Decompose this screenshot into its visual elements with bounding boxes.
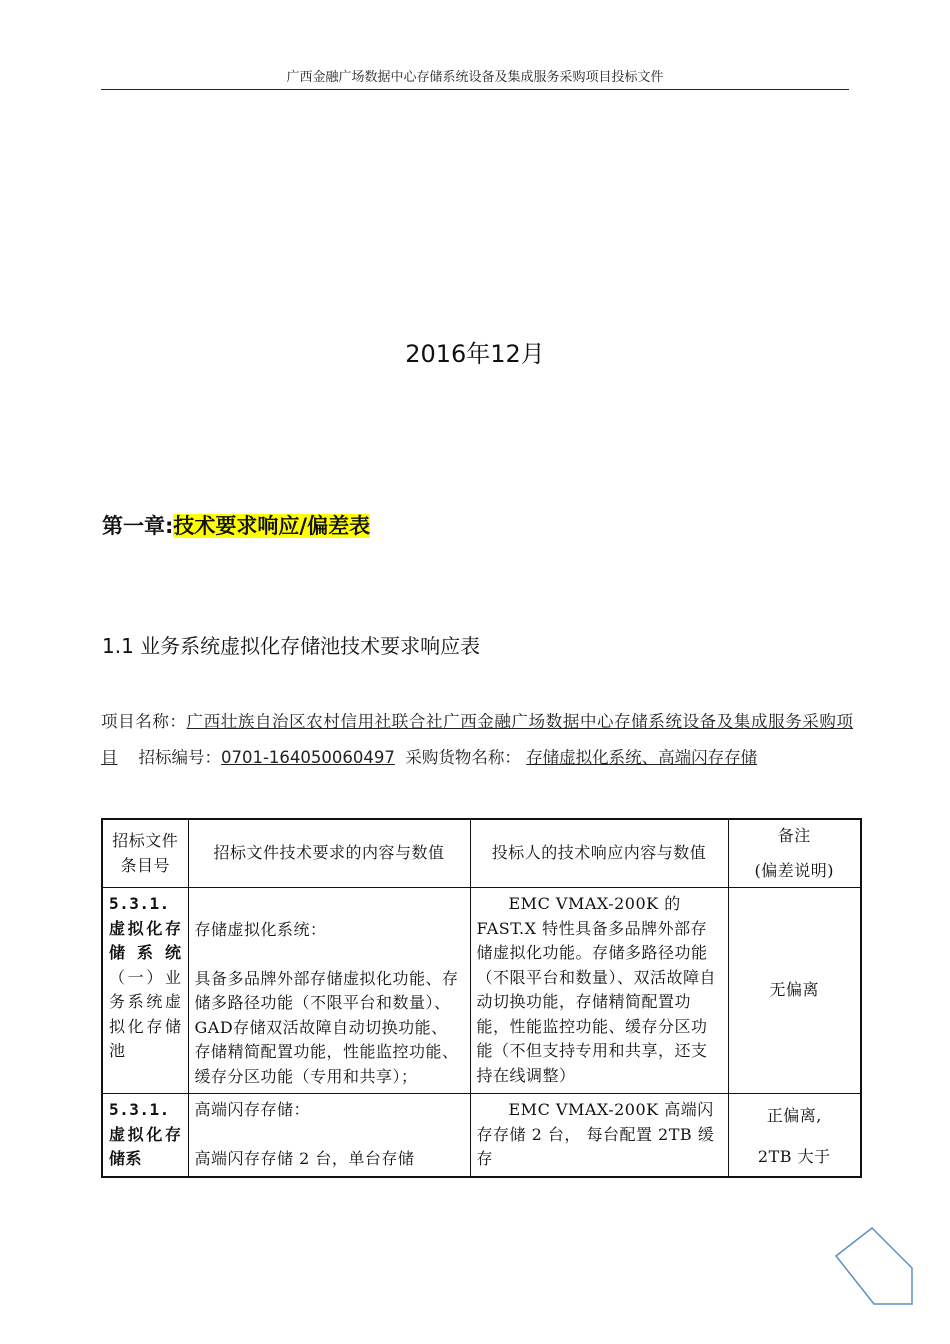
row-requirement <box>188 1094 470 1177</box>
page-header: 广西金融广场数据中心存储系统设备及集成服务采购项目投标文件 <box>101 66 849 90</box>
section-heading: 1.1 业务系统虚拟化存储池技术要求响应表 <box>102 634 481 658</box>
document-date: 2016年12月 <box>405 340 545 368</box>
table-row <box>102 888 861 1094</box>
row-note: 无偏离 <box>728 888 861 1094</box>
header-requirement: 招标文件技术要求的内容与数值 <box>188 819 470 888</box>
row-item-rest: （一）业务系统虚拟化存储池 <box>109 967 182 1060</box>
row-item-bold: 5.3.1.虚拟化存储系统 <box>109 894 182 962</box>
response-table <box>101 818 862 1178</box>
project-goods-label: 采购货物名称： <box>405 748 521 767</box>
chapter-prefix: 第一章: <box>102 514 174 538</box>
header-note-label: 备注 <box>777 826 811 845</box>
row-req-body: 高端闪存存储 2 台，单台存储 <box>194 1148 415 1168</box>
row-req-title: 存储虚拟化系统： <box>194 920 327 939</box>
project-name-value: 广西壮族自治区农村信用社联合社广西金融广场数据中心存储系统设备及集成服务采购项目 <box>101 712 854 767</box>
row-response: EMC VMAX-200K 高端闪存存储 2 台， 每台配置 2TB 缓存 <box>470 1094 728 1177</box>
row-item-bold: 5.3.1.虚拟化存储系 <box>109 1100 182 1168</box>
chapter-title: 技术要求响应/偏差表 <box>173 514 371 538</box>
row-req-body: 具备多品牌外部存储虚拟化功能、存储多路径功能（不限平台和数量）、GAD存储双活故障自动切换功能、存储精简配置功能，性能监控功能、缓存分区功能（专用和共享）； <box>194 968 459 1086</box>
project-code-label: 招标编号： <box>138 748 221 767</box>
project-code-value: 0701-164050060497 <box>220 748 395 767</box>
row-note-line1: 正偏离, <box>766 1106 822 1125</box>
project-info <box>101 704 853 776</box>
header-item-no: 招标文件条目号 <box>102 819 188 888</box>
header-note-sub: (偏差说明) <box>754 860 834 880</box>
header-response: 投标人的技术响应内容与数值 <box>470 819 728 888</box>
table-row <box>102 1094 861 1177</box>
table-header-row <box>102 819 861 888</box>
row-requirement <box>188 888 470 1094</box>
row-response: EMC VMAX-200K 的 FAST.X 特性具备多品牌外部存储虚拟化功能。存储多路径功能（不限平台和数量）、双活故障自动切换功能，存储精简配置功能，性能监控功能、缓存分区功能（不但支持专用和共享，还支持在线调整） <box>470 888 728 1094</box>
row-note-line2: 2TB 大于 <box>757 1146 831 1166</box>
chapter-heading <box>102 510 370 540</box>
row-note <box>728 1094 861 1177</box>
row-item-no <box>102 888 188 1094</box>
page-nav-arrow-icon[interactable] <box>834 1226 914 1306</box>
row-req-title: 高端闪存存储： <box>194 1100 311 1119</box>
row-item-no <box>102 1094 188 1177</box>
project-goods-value: 存储虚拟化系统、高端闪存存储 <box>526 748 758 767</box>
project-name-label: 项目名称： <box>101 712 187 731</box>
header-note <box>728 819 861 888</box>
